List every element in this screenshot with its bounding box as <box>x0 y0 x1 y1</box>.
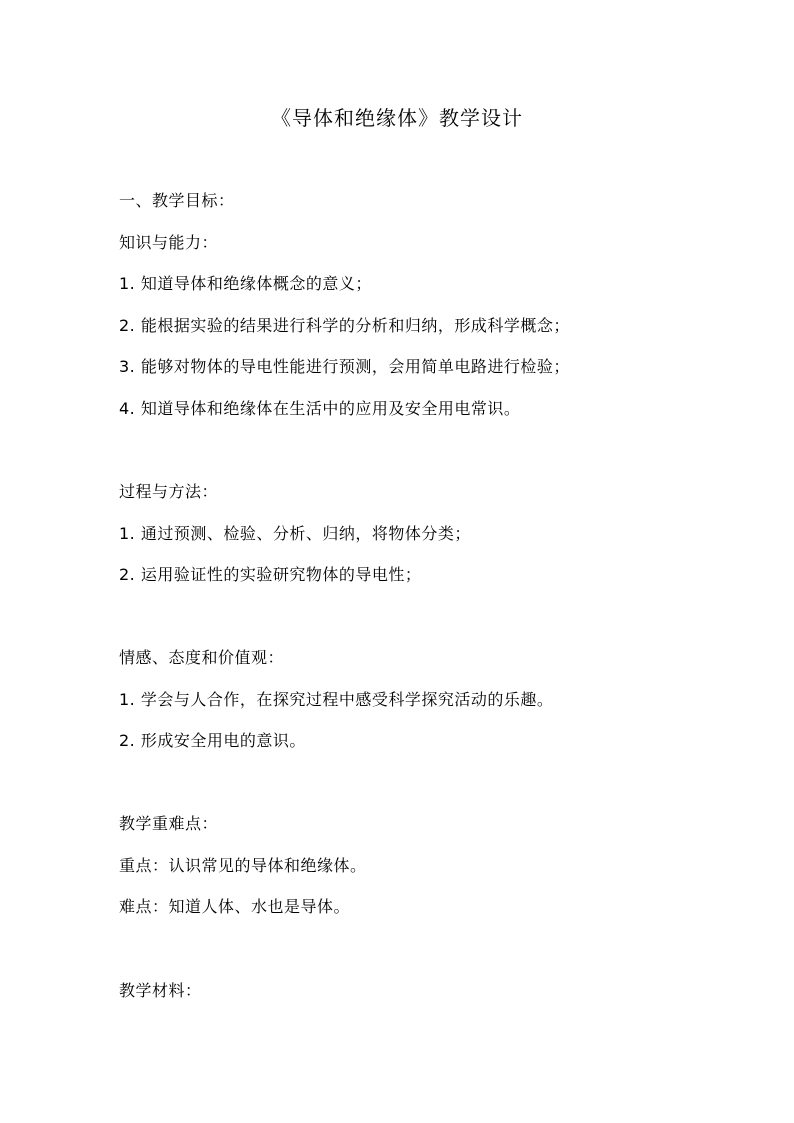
subheading-attitude: 情感、态度和价值观： <box>119 648 285 667</box>
process-item: 2. 运用验证性的实验研究物体的导电性； <box>119 565 422 584</box>
knowledge-item: 2. 能根据实验的结果进行科学的分析和归纳，形成科学概念； <box>119 316 570 335</box>
keypoint-item: 重点：认识常见的导体和绝缘体。 <box>119 856 367 875</box>
section-heading-goals: 一、教学目标： <box>119 191 235 210</box>
subheading-materials: 教学材料： <box>119 981 202 1000</box>
subheading-keypoints: 教学重难点： <box>119 814 219 833</box>
subheading-process: 过程与方法： <box>119 482 219 501</box>
knowledge-item: 1. 知道导体和绝缘体概念的意义； <box>119 274 372 293</box>
attitude-item: 2. 形成安全用电的意识。 <box>119 731 306 750</box>
attitude-item: 1. 学会与人合作，在探究过程中感受科学探究活动的乐趣。 <box>119 690 554 709</box>
knowledge-item: 4. 知道导体和绝缘体在生活中的应用及安全用电常识。 <box>119 399 521 418</box>
document-title: 《导体和绝缘体》教学设计 <box>271 106 523 130</box>
keypoint-item: 难点：知道人体、水也是导体。 <box>119 897 351 916</box>
process-item: 1. 通过预测、检验、分析、归纳，将物体分类； <box>119 524 471 543</box>
knowledge-item: 3. 能够对物体的导电性能进行预测，会用简单电路进行检验； <box>119 357 570 376</box>
subheading-knowledge: 知识与能力： <box>119 233 219 252</box>
